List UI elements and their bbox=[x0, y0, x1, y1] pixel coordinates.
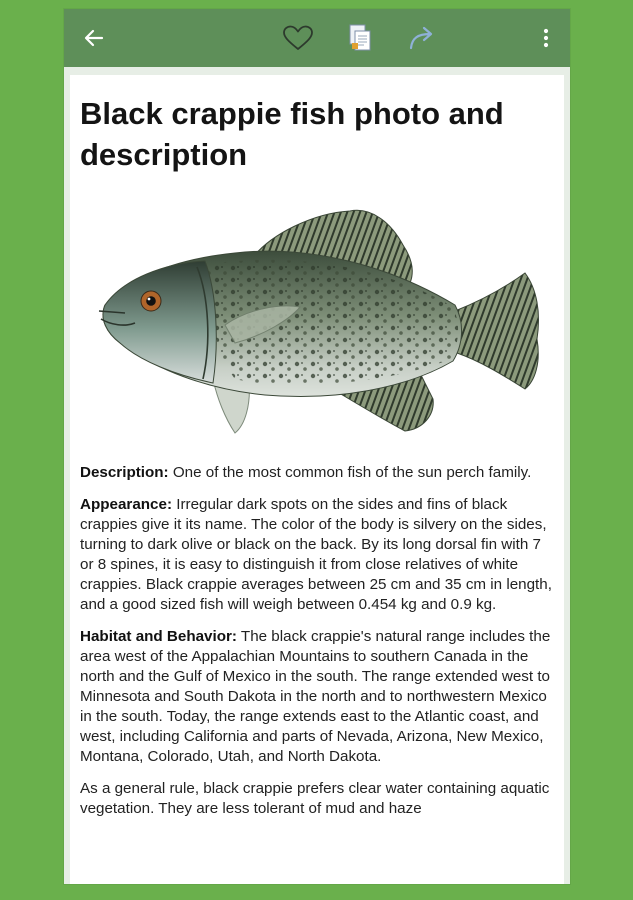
section-label: Habitat and Behavior: bbox=[80, 628, 237, 645]
section-general-rule bbox=[80, 779, 556, 819]
copy-document-icon bbox=[347, 23, 375, 53]
app-window bbox=[64, 9, 570, 884]
black-crappie-fish-illustration bbox=[85, 193, 545, 443]
article-content[interactable] bbox=[70, 75, 564, 884]
share-button[interactable] bbox=[406, 9, 442, 67]
section-text: As a general rule, black crappie prefers clear water containing aquatic vegetation. They are less tolerant of mud and haze bbox=[80, 780, 550, 817]
section-appearance bbox=[80, 495, 556, 615]
section-text: The black crappie's natural range includes the area west of the Appalachian Mountains to southern Canada in the north and the Gulf of Mexico in the south. The range extended west to Minnesota and South Dakota in the north and to northwestern Mexico in the south. Today, the range extends east to the Atlantic coast, and west, including California and parts of Nevada, Arizona, New Mexico, Montana, Colorado, Utah, and North Dakota. bbox=[80, 628, 551, 765]
more-vertical-icon bbox=[543, 28, 549, 48]
fish-image bbox=[85, 193, 545, 443]
back-button[interactable] bbox=[78, 9, 110, 67]
heart-outline-icon bbox=[282, 24, 314, 52]
section-text: Irregular dark spots on the sides and fins of black crappies give it its name. The color of the body is silvery on the sides, turning to dark olive or black on the back. By its long dorsal fin with 7 or 8 spines, it is easy to distinguish it from close relatives of white crappies. Black crappie averages between 25 cm and 35 cm in length, and a good sized fish will weigh between 0.454 kg and 0.9 kg. bbox=[80, 496, 552, 613]
article-body bbox=[80, 463, 556, 831]
section-habitat bbox=[80, 627, 556, 767]
arrow-left-icon bbox=[83, 27, 105, 49]
section-label: Appearance: bbox=[80, 496, 173, 513]
section-text: One of the most common fish of the sun perch family. bbox=[168, 464, 532, 481]
top-toolbar bbox=[64, 9, 570, 67]
section-label: Description: bbox=[80, 464, 169, 481]
share-arrow-icon bbox=[408, 25, 440, 51]
article-title: Black crappie fish photo and description bbox=[80, 96, 504, 172]
content-frame bbox=[64, 67, 570, 884]
section-description bbox=[80, 463, 556, 483]
overflow-menu-button[interactable] bbox=[534, 9, 558, 67]
favorite-button[interactable] bbox=[280, 9, 316, 67]
copy-button[interactable] bbox=[344, 9, 378, 67]
